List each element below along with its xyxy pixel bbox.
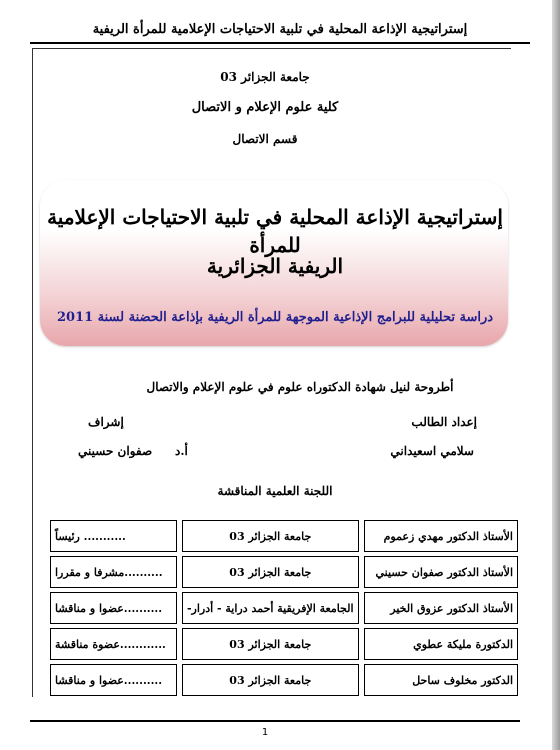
faculty-name: كلية علوم الإعلام و الاتصال (191, 100, 339, 115)
supervisor-name: صفوان حسيني (78, 444, 153, 458)
cell-gap (359, 521, 365, 552)
committee-row (51, 521, 518, 552)
student-name: سلامي اسعيداني (390, 444, 474, 458)
committee-heading: اللجنة العلمية المناقشة (217, 484, 333, 498)
committee-row (51, 629, 518, 660)
thesis-note: أطروحة لنيل شهادة الدكتوراه علوم في علوم الإعلام والاتصال (146, 380, 454, 394)
committee-member-role: ........... رئيساً (51, 521, 177, 552)
department-name: قسم الاتصال (232, 132, 298, 146)
committee-member-name: الأستاذ الدكتور صفوان حسيني (364, 557, 517, 588)
committee-member-university: جامعة الجزائر 03 (182, 629, 358, 660)
cell-gap (359, 629, 365, 660)
committee-member-name: الدكتورة مليكة عطوي (364, 629, 517, 660)
committee-member-name: الدكتور مخلوف ساحل (364, 665, 517, 696)
committee-member-university: الجامعة الإفريقية أحمد دراية - أدرار- (182, 593, 358, 624)
committee-member-role: ............عضوة مناقشة (51, 629, 177, 660)
supervision-label: إشراف (88, 415, 124, 429)
committee-member-role: ..........عضوا و مناقشا (51, 665, 177, 696)
committee-member-university: جامعة الجزائر 03 (182, 665, 358, 696)
prepared-by-label: إعداد الطالب (411, 415, 477, 429)
committee-member-name: الأستاذ الدكتور مهدي زعموم (364, 521, 517, 552)
cell-gap (359, 557, 365, 588)
committee-row (51, 593, 518, 624)
committee-member-name: الأستاذ الدكتور عزوق الخير (364, 593, 517, 624)
committee-row (51, 665, 518, 696)
thesis-subtitle: دراسة تحليلية للبرامج الإذاعية الموجهة للمرأة الريفية بإذاعة الحضنة لسنة 2011 (56, 310, 494, 325)
cell-gap (176, 665, 182, 696)
cell-gap (176, 593, 182, 624)
supervisor-title: أ.د (175, 444, 188, 458)
committee-member-university: جامعة الجزائر 03 (182, 557, 358, 588)
footer-rule (30, 720, 520, 722)
cell-gap (359, 593, 365, 624)
running-title: إستراتيجية الإذاعة المحلية في تلبية الاحتياجات الإعلامية للمرأة الريفية (30, 22, 530, 44)
committee-member-role: ..........عضوا و مناقشا (51, 593, 177, 624)
cell-gap (176, 521, 182, 552)
cell-gap (176, 557, 182, 588)
committee-member-role: ..........مشرفا و مقررا (51, 557, 177, 588)
university-name: جامعة الجزائر 03 (220, 70, 310, 84)
cell-gap (176, 629, 182, 660)
page-number: 1 (261, 727, 269, 738)
committee-row (51, 557, 518, 588)
cell-gap (359, 665, 365, 696)
committee-table (50, 520, 518, 696)
thesis-title-line2: الريفية الجزائرية (206, 254, 344, 278)
thesis-title-line1: إستراتيجية الإذاعة المحلية في تلبية الاحتياجات الإعلامية للمرأة (47, 205, 503, 257)
page-shadow (552, 0, 560, 750)
committee-member-university: جامعة الجزائر 03 (182, 521, 358, 552)
